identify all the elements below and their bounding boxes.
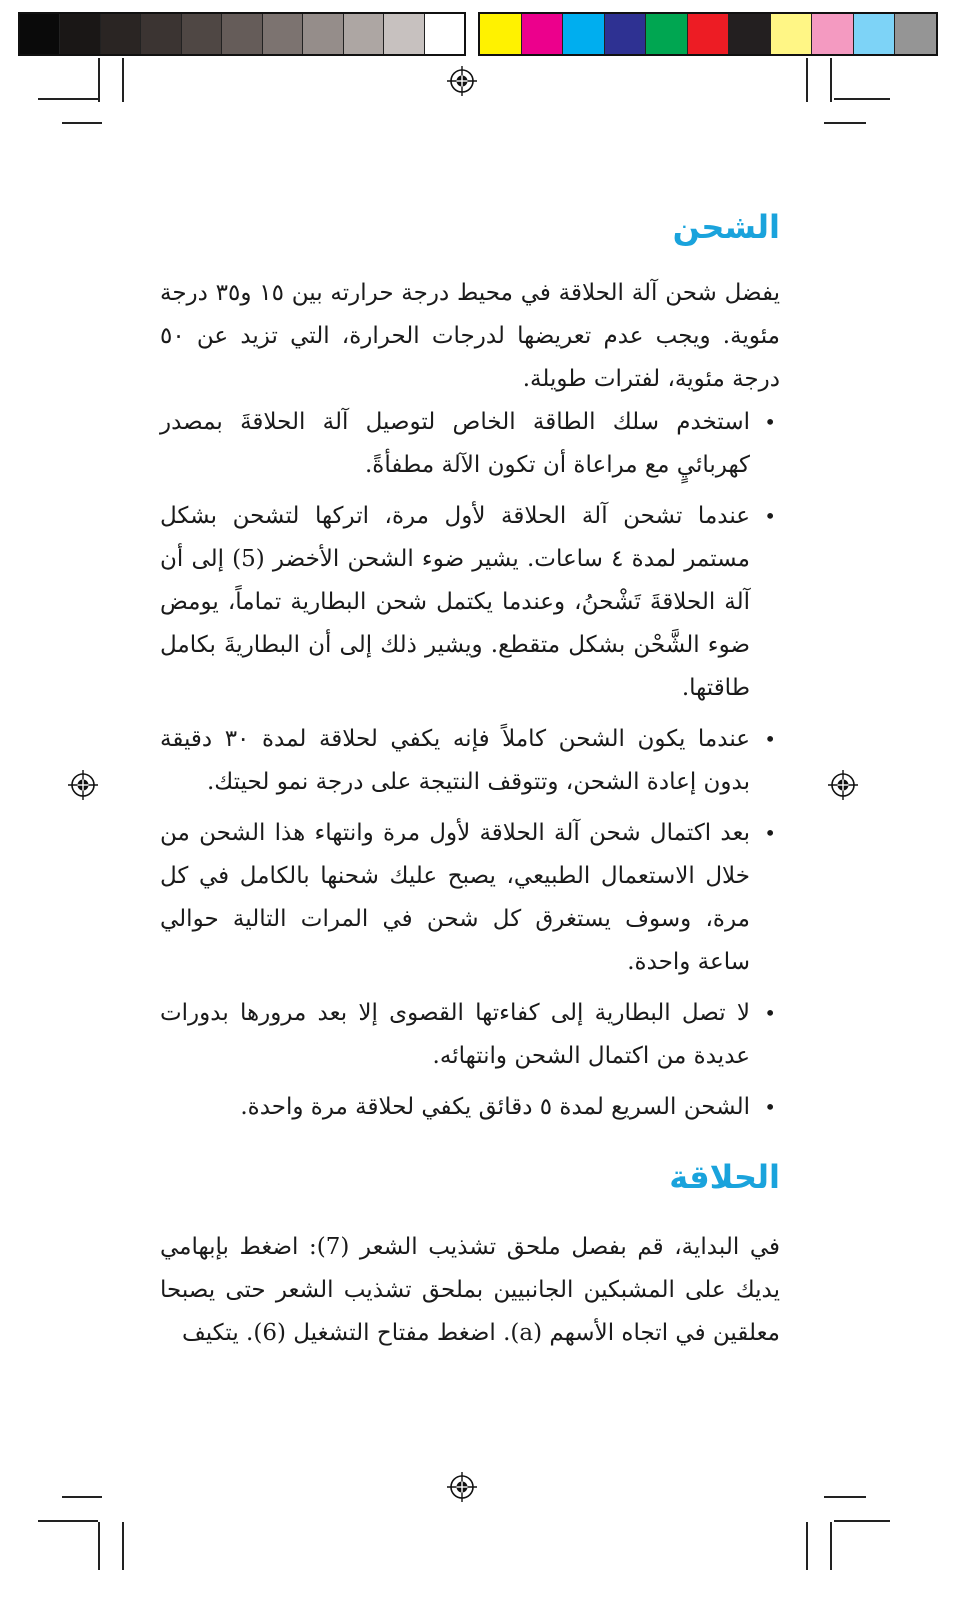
bullet-icon: • [764,1095,776,1120]
charging-section [160,208,780,1129]
color-swatch [60,14,100,54]
color-swatch [854,14,896,54]
list-item [160,1086,780,1129]
color-swatch [182,14,222,54]
crop-mark [834,98,890,100]
list-item-text: عندما يكون الشحن كاملاً فإنه يكفي لحلاقة لمدة ٣٠ دقيقة بدون إعادة الشحن، وتتوقف النتيجة على درجة نمو لحيتك. [160,726,750,796]
list-item [160,718,780,804]
color-swatch [20,14,60,54]
list-item-text: الشحن السريع لمدة ٥ دقائق يكفي لحلاقة مرة واحدة. [240,1094,750,1121]
bullet-icon: • [764,1001,776,1026]
crop-mark [98,1522,100,1570]
crop-mark [38,1520,98,1522]
shaving-section [160,1158,780,1355]
color-swatch [425,14,464,54]
color-calibration-bar [478,12,938,56]
crop-mark [62,1496,102,1498]
crop-mark [824,122,866,124]
color-swatch [522,14,564,54]
color-swatch [480,14,522,54]
color-swatch [605,14,647,54]
bullet-icon: • [764,504,776,529]
list-item [160,812,780,984]
crop-mark [62,122,102,124]
color-swatch [895,14,936,54]
list-item [160,495,780,710]
color-swatch [812,14,854,54]
list-item-text: لا تصل البطارية إلى كفاءتها القصوى إلا بعد مرورها بدورات عديدة من اكتمال الشحن وانتهائه. [160,1000,750,1070]
color-swatch [263,14,303,54]
charging-heading: الشحن [672,208,780,246]
crop-mark [806,1522,808,1570]
color-swatch [688,14,730,54]
color-swatch [729,14,771,54]
color-swatch [141,14,181,54]
crop-mark [824,1496,866,1498]
list-item [160,992,780,1078]
bullet-icon: • [764,821,776,846]
crop-mark [98,58,100,102]
list-item-text: بعد اكتمال شحن آلة الحلاقة لأول مرة وانتهاء هذا الشحن من خلال الاستعمال الطبيعي، يصبح عليك شحنها بالكامل في كل مرة، وسوف يستغرق كل شحن في المرات التالية حوالي ساعة واحدة. [160,820,750,976]
registration-mark-icon [447,66,477,96]
color-swatch [303,14,343,54]
bullet-icon: • [764,410,776,435]
registration-mark-icon [68,770,98,800]
color-swatch [646,14,688,54]
shaving-heading: الحلاقة [669,1158,780,1196]
color-swatch [563,14,605,54]
grayscale-calibration-bar [18,12,466,56]
shaving-intro-paragraph: في البداية، قم بفصل ملحق تشذيب الشعر (7): اضغط بإبهامي يديك على المشبكين الجانبيين بملحق تشذيب الشعر حتى يصبحا معلقين في اتجاه الأسهم (a). اضغط مفتاح التشغيل (6). يتكيف [160,1234,780,1347]
crop-mark [806,58,808,102]
list-item-text: عندما تشحن آلة الحلاقة لأول مرة، اتركها لتشحن بشكل مستمر لمدة ٤ ساعات. يشير ضوء الشحن الأخضر (5) إلى أن آلة الحلاقةَ تَشْحنُ، وعندما يكتمل شحن البطارية تماماً، يومض ضوء الشَّحْن بشكل متقطع. ويشير ذلك إلى أن البطاريةَ بكامل طاقتها. [160,503,750,702]
crop-mark [834,1520,890,1522]
crop-mark [830,58,832,102]
list-item-text: استخدم سلك الطاقة الخاص لتوصيل آلة الحلاقةَ بمصدر كهربائيٍ مع مراعاة أن تكون الآلة مطفأةً. [160,409,750,479]
registration-mark-icon [828,770,858,800]
registration-mark-icon [447,1472,477,1502]
crop-mark [830,1522,832,1570]
crop-mark [38,98,98,100]
charging-bullet-list [160,401,780,1129]
color-swatch [344,14,384,54]
charging-intro-paragraph: يفضل شحن آلة الحلاقة في محيط درجة حرارته بين ١٥ و٣٥ درجة مئوية. ويجب عدم تعريضها لدرجات الحرارة، التي تزيد عن ٥٠ درجة مئوية، لفترات طويلة. [160,280,780,393]
bullet-icon: • [764,727,776,752]
crop-mark [122,1522,124,1570]
color-swatch [771,14,813,54]
color-swatch [222,14,262,54]
color-swatch [101,14,141,54]
manual-page-content [160,190,780,1347]
crop-mark [122,58,124,102]
color-swatch [384,14,424,54]
list-item [160,401,780,487]
